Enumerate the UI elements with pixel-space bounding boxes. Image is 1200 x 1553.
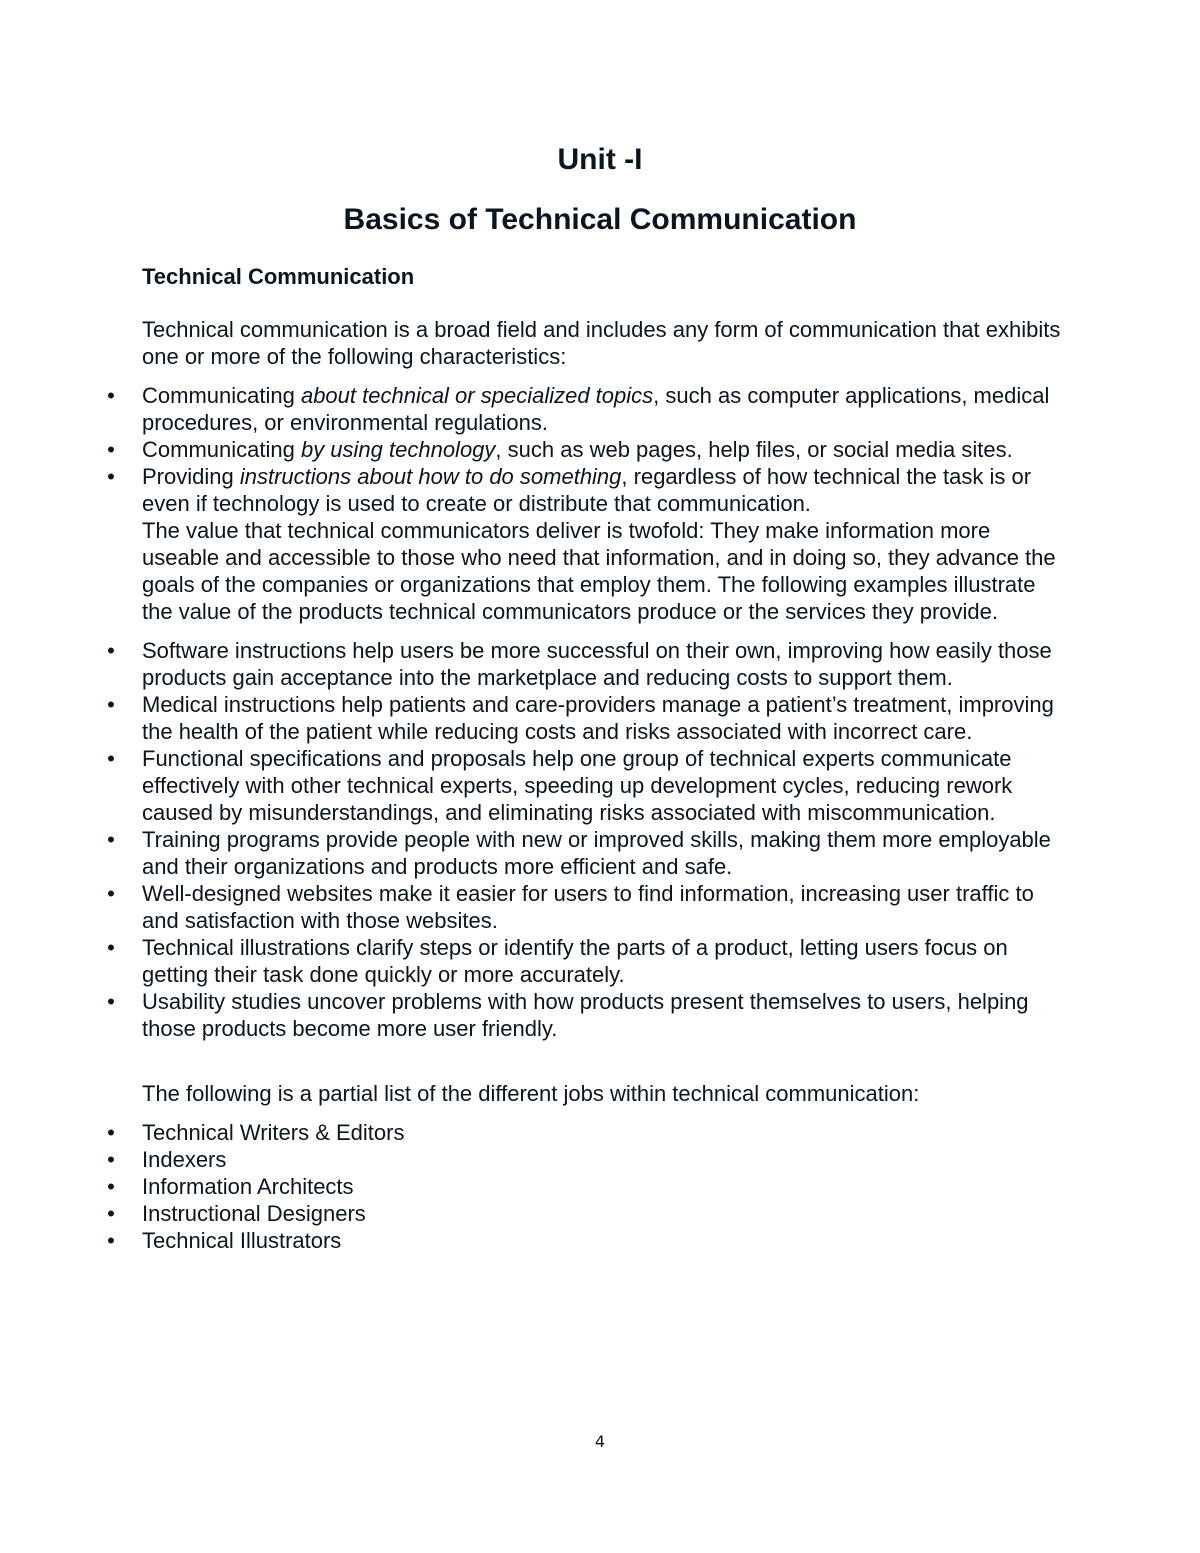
document-title: Basics of Technical Communication [343, 203, 857, 236]
bullet-icon: • [107, 383, 115, 408]
list-item: • Well-designed websites make it easier for users to find information, increasing user traffic to and satisfaction with those websites. [142, 880, 1072, 934]
list-item: • Information Architects [142, 1173, 1072, 1200]
list-item: • Indexers [142, 1146, 1072, 1173]
list-item: • Providing instructions about how to do something, regardless of how technical the task is or even if technology is used to create or distribute that communication. The value that technical communicators deliver is twofold: They make information more useable and accessible to those who need that information, and in doing so, they advance the goals of the companies or organizations that employ them. The following examples illustrate the value of the products technical communicators produce or the services they provide. [142, 463, 1072, 625]
list-item: • Medical instructions help patients and care-providers manage a patient’s treatment, improving the health of the patient while reducing costs and risks associated with incorrect care. [142, 691, 1072, 745]
intro-paragraph: Technical communication is a broad field and includes any form of communication that exhibits one or more of the following characteristics: [142, 317, 1061, 369]
list-item: • Communicating about technical or specialized topics, such as computer applications, medical procedures, or environmental regulations. [142, 382, 1072, 436]
bullet-icon: • [107, 989, 115, 1014]
section-heading: Technical Communication [142, 264, 415, 289]
bullet-icon: • [107, 1147, 115, 1172]
list-item: • Instructional Designers [142, 1200, 1072, 1227]
list-item: • Software instructions help users be more successful on their own, improving how easily those products gain acceptance into the marketplace and reducing costs to support them. [142, 637, 1072, 691]
value-paragraph: The value that technical communicators deliver is twofold: They make information more useable and accessible to those who need that information, and in doing so, they advance the goals of the companies or organizations that employ them. The following examples illustrate the value of the products technical communicators produce or the services they provide. [142, 518, 1056, 624]
list-item: • Technical Illustrators [142, 1227, 1072, 1254]
bullet-icon: • [107, 1228, 115, 1253]
bullet-icon: • [107, 692, 115, 717]
bullet-icon: • [107, 1174, 115, 1199]
list-item: • Technical Writers & Editors [142, 1119, 1072, 1146]
page-number: 4 [594, 1432, 606, 1451]
list-item: • Usability studies uncover problems with how products present themselves to users, helping those products become more user friendly. [142, 988, 1072, 1042]
jobs-intro-paragraph: The following is a partial list of the different jobs within technical communication: [142, 1081, 920, 1106]
bullet-icon: • [107, 464, 115, 489]
jobs-list [107, 1119, 1072, 1254]
bullet-icon: • [107, 1120, 115, 1145]
bullet-icon: • [107, 827, 115, 852]
bullet-icon: • [107, 935, 115, 960]
bullet-icon: • [107, 1201, 115, 1226]
bullet-icon: • [107, 437, 115, 462]
list-item: • Functional specifications and proposals help one group of technical experts communicate effectively with other technical experts, speeding up development cycles, reducing rework caused by misunderstandings, and eliminating risks associated with miscommunication. [142, 745, 1072, 826]
characteristics-list [107, 382, 1072, 625]
list-item: • Communicating by using technology, such as web pages, help files, or social media sites. [142, 436, 1072, 463]
bullet-icon: • [107, 746, 115, 771]
section-technical-communication [107, 262, 1072, 1254]
bullet-icon: • [107, 638, 115, 663]
unit-title: Unit -I [557, 143, 643, 176]
list-item: • Technical illustrations clarify steps or identify the parts of a product, letting users focus on getting their task done quickly or more accurately. [142, 934, 1072, 988]
bullet-icon: • [107, 881, 115, 906]
list-item: • Training programs provide people with new or improved skills, making them more employable and their organizations and products more efficient and safe. [142, 826, 1072, 880]
examples-list [107, 637, 1072, 1042]
